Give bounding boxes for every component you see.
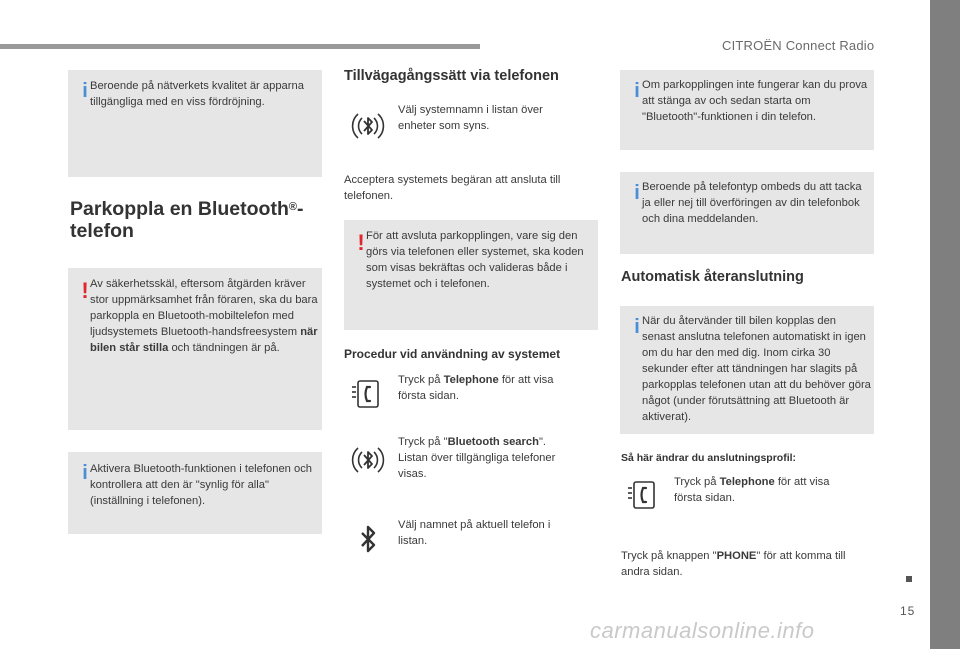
section-marker — [906, 576, 912, 582]
section-heading: Tillvägagångssätt via telefonen — [344, 68, 559, 84]
bluetooth-search-icon — [350, 108, 386, 144]
registered-mark: ® — [288, 201, 297, 213]
step-text — [398, 434, 578, 482]
warning-text-bold: när bilen står stilla — [90, 326, 318, 354]
info-box — [620, 306, 874, 434]
bluetooth-search-icon — [350, 442, 386, 478]
info-icon: i — [82, 80, 88, 102]
step-text — [674, 474, 854, 506]
paragraph — [621, 548, 871, 580]
info-text: Aktivera Bluetooth-funktionen i telefonen och kontrollera att den är "synlig för alla" (inställning i telefonen). — [90, 463, 313, 507]
paragraph-pre: Tryck på knappen " — [621, 550, 717, 562]
info-box — [620, 172, 874, 254]
step-text-post: för att visa första sidan. — [674, 476, 830, 504]
section-heading: Automatisk återanslutning — [621, 269, 804, 285]
telephone-icon — [350, 375, 386, 411]
step-text-bold: Bluetooth search — [447, 436, 539, 448]
page-sidebar — [930, 0, 960, 649]
info-icon: i — [634, 182, 640, 204]
header-rule — [0, 44, 480, 49]
info-text: När du återvänder till bilen kopplas den senast anslutna telefonen automatiskt in igen om du har den med dig. Inom cirka 30 sekunder efter att tändningen har slagits på parkopplas telefonen utan att du behöver göra något (under förutsättning att Bluetooth är aktiverat). — [642, 315, 871, 423]
warning-box — [68, 268, 322, 430]
paragraph-post: " för att komma till andra sidan. — [621, 550, 846, 578]
step-text-bold: Telephone — [719, 476, 775, 488]
step-text: Välj systemnamn i listan över enheter som syns. — [398, 104, 543, 132]
warning-box — [344, 220, 598, 330]
subsection-heading: Så här ändrar du anslutningsprofil: — [621, 452, 797, 464]
title-dash: - — [296, 198, 304, 220]
warning-text-c: och tändningen är på. — [168, 342, 280, 354]
info-text: Beroende på nätverkets kvalitet är apparna tillgängliga med en viss fördröjning. — [90, 80, 304, 108]
paragraph: Acceptera systemets begäran att ansluta till telefonen. — [344, 174, 561, 202]
warning-text: För att avsluta parkopplingen, vare sig den görs via telefonen eller systemet, ska koden som visas bekräftas och valideras både i systemet och i telefonen. — [366, 230, 584, 290]
page-title — [70, 198, 303, 242]
paragraph-bold: PHONE — [716, 550, 757, 562]
info-icon: i — [634, 316, 640, 338]
step-text-post: ". Listan över tillgängliga telefoner visas. — [398, 436, 556, 480]
info-box — [68, 452, 322, 534]
step-text — [398, 372, 578, 404]
warning-text-a: Av säkerhetsskäl, eftersom åtgärden kräver stor uppmärksamhet från föraren, ska du bara parkoppla en Bluetooth-mobiltelefon med ljudsystemets Bluetooth-handsfreesystem — [90, 278, 318, 338]
watermark: carmanualsonline.info — [590, 618, 815, 643]
subsection-heading: Procedur vid användning av systemet — [344, 347, 561, 361]
info-box — [620, 70, 874, 150]
step-text-bold: Telephone — [443, 374, 499, 386]
warning-icon: ! — [357, 230, 365, 255]
telephone-icon — [626, 476, 662, 512]
step-text-post: för att visa första sidan. — [398, 374, 554, 402]
info-box — [68, 70, 322, 177]
header-title: CITROËN Connect Radio — [722, 38, 875, 53]
info-text: Beroende på telefontyp ombeds du att tacka ja eller nej till överföringen av din telefonbok och dina meddelanden. — [642, 181, 862, 225]
step-text-pre: Tryck på " — [398, 436, 448, 448]
bluetooth-icon — [350, 522, 386, 558]
title-line2: telefon — [70, 220, 134, 242]
page-number: 15 — [900, 604, 916, 618]
warning-icon: ! — [81, 278, 89, 303]
info-icon: i — [634, 80, 640, 102]
step-text-pre: Tryck på — [674, 476, 720, 488]
step-text: Välj namnet på aktuell telefon i listan. — [398, 519, 551, 547]
title-text: Parkoppla en Bluetooth — [70, 198, 289, 220]
warning-text — [90, 276, 320, 356]
step-text-pre: Tryck på — [398, 374, 444, 386]
info-text: Om parkopplingen inte fungerar kan du prova att stänga av och sedan starta om "Bluetooth"-funktionen i din telefon. — [642, 79, 868, 123]
info-icon: i — [82, 462, 88, 484]
